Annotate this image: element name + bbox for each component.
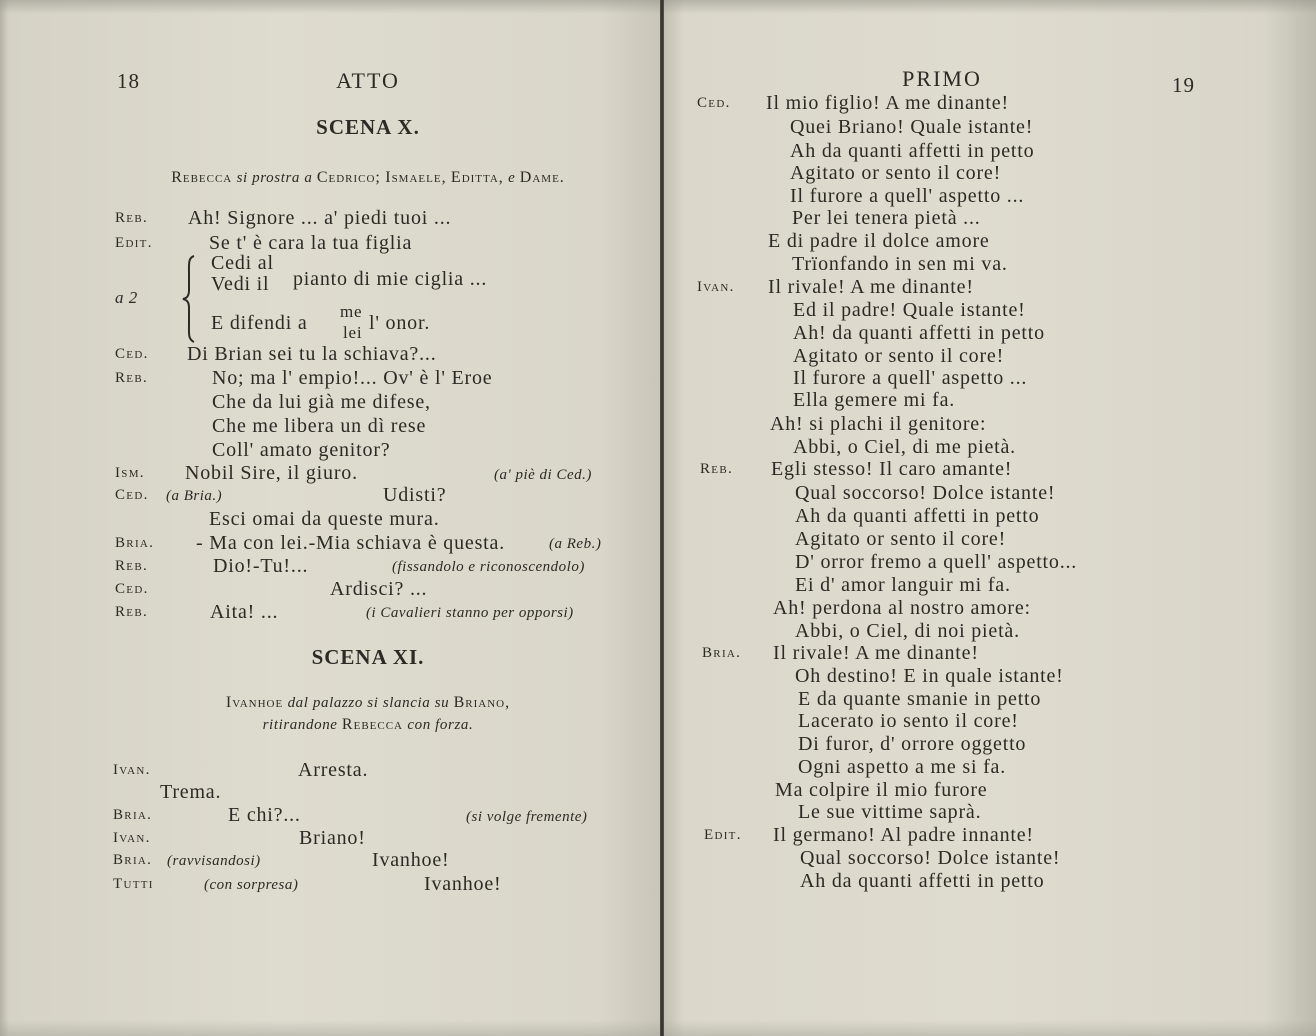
scene-11-title: SCENA XI. <box>311 645 425 669</box>
character-rebecca: Rebecca <box>171 169 233 186</box>
speaker-name: Ivan. <box>697 279 735 295</box>
verse-line: Il rivale! A me dinante! <box>773 642 979 664</box>
verse-line: Vedi il <box>211 273 270 295</box>
speaker-name: Edit. <box>704 827 742 843</box>
verse-line: Abbi, o Ciel, di noi pietà. <box>795 620 1020 642</box>
verse-line: Aita! ... <box>210 601 279 623</box>
direction-action: con forza. <box>407 717 474 733</box>
duet-brace <box>180 254 198 344</box>
speaker-name: Bria. <box>115 535 155 551</box>
verse-line: Che me libera un dì rese <box>212 415 427 437</box>
stage-note: (si volge fremente) <box>466 809 588 825</box>
verse-line: Abbi, o Ciel, di me pietà. <box>793 436 1016 458</box>
verse-line: Quei Briano! Quale istante! <box>790 116 1034 138</box>
verse-line: Agitato or sento il core! <box>790 162 1002 184</box>
stage-note: (a' piè di Ced.) <box>494 467 592 483</box>
character-briano: Briano, <box>453 694 511 711</box>
verse-line: Coll' amato genitor? <box>212 439 391 461</box>
verse-line: Cedi al <box>211 252 274 274</box>
verse-line: D' orror fremo a quell' aspetto... <box>795 551 1078 573</box>
verse-line: Ogni aspetto a me si fa. <box>798 756 1007 778</box>
top-page-edge <box>0 0 1316 14</box>
running-head-right: PRIMO <box>902 66 982 91</box>
verse-line: Dio!-Tu!... <box>213 555 309 577</box>
verse-line: Ah da quanti affetti in petto <box>800 870 1045 892</box>
verse-line: Ivanhoe! <box>372 849 450 871</box>
verse-line: Il rivale! A me dinante! <box>768 276 974 298</box>
stage-note: (con sorpresa) <box>204 877 299 893</box>
verse-line: Le sue vittime saprà. <box>798 801 982 823</box>
verse-line: Per lei tenera pietà ... <box>792 207 981 229</box>
verse-line: No; ma l' empio!... Ov' è l' Eroe <box>212 367 493 389</box>
verse-line: pianto di mie ciglia ... <box>293 268 488 290</box>
verse-line: Ah da quanti affetti in petto <box>790 140 1035 162</box>
stage-note: (a Bria.) <box>166 488 223 504</box>
speaker-name: Tutti <box>113 876 154 892</box>
verse-line: Agitato or sento il core! <box>793 345 1005 367</box>
verse-alternative: lei <box>343 323 363 342</box>
speaker-name: Reb. <box>115 558 149 574</box>
character-cedrico: Cedrico; <box>316 169 381 186</box>
scene-10-stage-direction <box>108 167 628 189</box>
speaker-name: Reb. <box>115 604 149 620</box>
verse-line: Ella gemere mi fa. <box>793 389 956 411</box>
speaker-name: Ivan. <box>113 830 151 846</box>
speaker-name: Ced. <box>115 487 149 503</box>
verse-line: Ivanhoe! <box>424 873 502 895</box>
character-ismaele: Ismaele, <box>385 169 447 186</box>
character-editta: Editta, <box>450 169 504 186</box>
speaker-name: Bria. <box>113 807 153 823</box>
verse-line: Briano! <box>299 827 366 849</box>
scene-11-stage-direction-line-1 <box>118 692 618 714</box>
verse-line: E chi?... <box>228 804 301 826</box>
verse-line: Ah! da quanti affetti in petto <box>793 322 1045 344</box>
stage-note: (a Reb.) <box>549 536 602 552</box>
verse-line: Di Brian sei tu la schiava?... <box>187 343 437 365</box>
verse-line: Agitato or sento il core! <box>795 528 1007 550</box>
verse-line: Oh destino! E in quale istante! <box>795 665 1064 687</box>
speaker-name: Bria. <box>702 645 742 661</box>
verse-line: - Ma con lei.-Mia schiava è questa. <box>196 532 506 554</box>
verse-alternative: me <box>340 302 363 321</box>
verse-line: Arresta. <box>298 759 369 781</box>
scene-11-stage-direction-line-2 <box>118 714 618 736</box>
page-number-right: 19 <box>1172 73 1195 97</box>
verse-line: Trema. <box>160 781 222 803</box>
speaker-name: Bria. <box>113 852 153 868</box>
stage-note: (ravvisandosi) <box>167 853 261 869</box>
verse-line: E di padre il dolce amore <box>768 230 990 252</box>
verse-line: E difendi a <box>211 312 308 334</box>
page-number-left: 18 <box>117 69 140 93</box>
verse-line: Ardisci? ... <box>330 578 428 600</box>
direction-action: si prostra a <box>236 170 313 186</box>
stage-note: (fissandolo e riconoscendolo) <box>392 559 585 575</box>
verse-line: Esci omai da queste mura. <box>209 508 440 530</box>
verse-line: Ah! si plachi il genitore: <box>770 413 987 435</box>
verse-line: E da quante smanie in petto <box>798 688 1042 710</box>
speaker-name: Ivan. <box>113 762 151 778</box>
speaker-name: Reb. <box>700 461 734 477</box>
verse-line: Il furore a quell' aspetto ... <box>793 367 1028 389</box>
speaker-name: Ism. <box>115 465 145 481</box>
verse-line: Il mio figlio! A me dinante! <box>766 92 1009 114</box>
bottom-page-edge <box>0 1020 1316 1036</box>
verse-line: Ei d' amor languir mi fa. <box>795 574 1011 596</box>
running-head-left: ATTO <box>336 68 400 93</box>
speaker-name: Ced. <box>697 95 731 111</box>
verse-line: Ah! perdona al nostro amore: <box>773 597 1031 619</box>
verse-line: Udisti? <box>383 484 447 506</box>
direction-conjunction: e <box>508 170 516 186</box>
verse-line: Nobil Sire, il giuro. <box>185 462 358 484</box>
speaker-name: Edit. <box>115 235 153 251</box>
verse-line: Ma colpire il mio furore <box>775 779 988 801</box>
verse-line: Qual soccorso! Dolce istante! <box>800 847 1061 869</box>
verse-line: Il furore a quell' aspetto ... <box>790 185 1025 207</box>
character-dame: Dame. <box>519 169 565 186</box>
verse-line: Che da lui già me difese, <box>212 391 431 413</box>
duet-label: a 2 <box>115 288 138 307</box>
verse-line: Lacerato io sento il core! <box>798 710 1019 732</box>
verse-line: Il germano! Al padre innante! <box>773 824 1034 846</box>
verse-line: l' onor. <box>369 312 431 334</box>
book-gutter <box>660 0 664 1036</box>
direction-action: dal palazzo si slancia su <box>287 695 450 711</box>
speaker-name: Reb. <box>115 370 149 386</box>
character-ivanhoe: Ivanhoe <box>225 694 284 711</box>
speaker-name: Ced. <box>115 581 149 597</box>
verse-line: Qual soccorso! Dolce istante! <box>795 482 1056 504</box>
verse-line: Di furor, d' orrore oggetto <box>798 733 1027 755</box>
direction-action: ritirandone <box>262 717 338 733</box>
verse-line: Se t' è cara la tua figlia <box>209 232 413 254</box>
verse-line: Ah da quanti affetti in petto <box>795 505 1040 527</box>
verse-line: Ed il padre! Quale istante! <box>793 299 1026 321</box>
verse-line: Ah! Signore ... a' piedi tuoi ... <box>188 207 452 229</box>
verse-line: Egli stesso! Il caro amante! <box>771 458 1013 480</box>
speaker-name: Reb. <box>115 210 149 226</box>
character-rebecca: Rebecca <box>341 716 403 733</box>
stage-note: (i Cavalieri stanno per opporsi) <box>366 605 574 621</box>
speaker-name: Ced. <box>115 346 149 362</box>
scene-10-title: SCENA X. <box>316 115 420 139</box>
verse-line: Trïonfando in sen mi va. <box>792 253 1008 275</box>
